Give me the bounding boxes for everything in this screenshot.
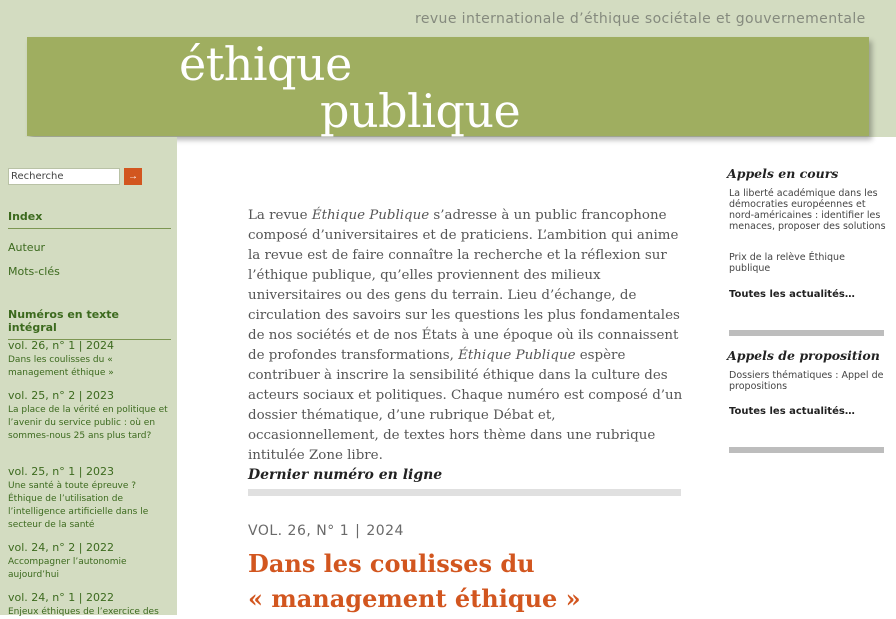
latest-issue-volume[interactable] xyxy=(248,523,404,539)
volume-separator: | xyxy=(355,523,361,539)
call-item[interactable]: Prix de la relève Éthique publique xyxy=(729,252,845,274)
issue-volume[interactable]: vol. 25, n° 1 | 2023 xyxy=(8,465,114,478)
issue-title[interactable]: Accompagner l’autonomie aujourd’hui xyxy=(8,557,127,580)
journal-name: Éthique Publique xyxy=(458,348,576,363)
issue-volume[interactable]: vol. 24, n° 1 | 2022 xyxy=(8,591,114,604)
issue-volume[interactable]: vol. 24, n° 2 | 2022 xyxy=(8,541,114,554)
issue-title[interactable]: Dans les coulisses du « management éthique » xyxy=(8,355,114,378)
issue-title[interactable]: Enjeux éthiques de l’exercice des xyxy=(8,607,159,617)
proposal-item[interactable]: Dossiers thématiques : Appel de propositions xyxy=(729,370,884,392)
title-banner[interactable] xyxy=(27,37,869,136)
search-input[interactable] xyxy=(8,168,120,185)
site-title-ethique[interactable]: éthique xyxy=(179,37,352,91)
sidebar xyxy=(0,137,177,615)
latest-issue-year[interactable]: 2024 xyxy=(366,523,404,539)
intro-text: espère contribuer à inscrire la sensibilité éthique dans la culture des acteurs sociaux et politiques. Chaque numéro est composé d’un dossier thématique, d’une rubrique Débat et, occasionnellement, de textes hors thème dans une rubrique intitulée Zone libre. xyxy=(248,348,683,463)
issue-volume[interactable]: vol. 25, n° 2 | 2023 xyxy=(8,389,114,402)
proposals-all-news-link[interactable]: Toutes les actualités… xyxy=(729,406,855,417)
issue-title[interactable]: La place de la vérité en politique et l’avenir du service public : où en sommes-nous 25 ans plus tard? xyxy=(8,405,168,441)
journal-intro-paragraph xyxy=(248,206,684,466)
proposals-heading: Appels de proposition xyxy=(727,348,880,363)
issue-item[interactable] xyxy=(8,465,168,532)
calls-divider xyxy=(729,330,884,336)
intro-text: La revue xyxy=(248,208,312,223)
issue-title[interactable]: Une santé à toute épreuve ? Éthique de l’utilisation de l’intelligence artificielle dans le secteur de la santé xyxy=(8,481,149,530)
search-submit-button[interactable]: → xyxy=(124,168,142,185)
index-heading: Index xyxy=(8,210,171,229)
latest-issue-title[interactable] xyxy=(248,546,688,616)
issue-item[interactable] xyxy=(8,339,168,380)
calls-heading: Appels en cours xyxy=(727,166,839,181)
call-item[interactable]: La liberté académique dans les démocraties européennes et nord-américaines : identifier les menaces, proposer des solutions xyxy=(729,188,886,232)
latest-issue-heading: Dernier numéro en ligne xyxy=(248,467,443,483)
header-bar xyxy=(0,0,896,137)
index-link-auteur[interactable]: Auteur xyxy=(8,241,46,254)
index-link-mots-cles[interactable]: Mots-clés xyxy=(8,265,60,278)
issue-item[interactable] xyxy=(8,389,168,443)
intro-text: s’adresse à un public francophone composé d’universitaires et de praticiens. L’ambition qui anime la revue est de faire connaître la recherche et la réflexion sur l’éthique publique, qu’elles proviennent des milieux universitaires ou des gens du terrain. Lieu d’échange, de circulation des savoirs sur les questions les plus fondamentales de nos sociétés et de nos États à une époque où ils connaissent de profondes transformations, xyxy=(248,208,680,363)
latest-volume-number[interactable]: VOL. 26, N° 1 xyxy=(248,523,350,539)
latest-title-line[interactable]: Dans les coulisses du xyxy=(248,549,535,578)
latest-title-line[interactable]: « management éthique » xyxy=(248,584,581,613)
site-tagline: revue internationale d’éthique sociétale et gouvernementale xyxy=(415,11,866,27)
issue-item[interactable] xyxy=(8,541,168,582)
issues-heading: Numéros en texte intégral xyxy=(8,308,171,340)
issue-volume[interactable]: vol. 26, n° 1 | 2024 xyxy=(8,339,114,352)
journal-name: Éthique Publique xyxy=(311,208,430,223)
proposals-divider xyxy=(729,447,884,453)
site-title-publique[interactable]: publique xyxy=(320,84,521,138)
latest-issue-divider xyxy=(248,489,681,496)
calls-all-news-link[interactable]: Toutes les actualités… xyxy=(729,289,855,300)
